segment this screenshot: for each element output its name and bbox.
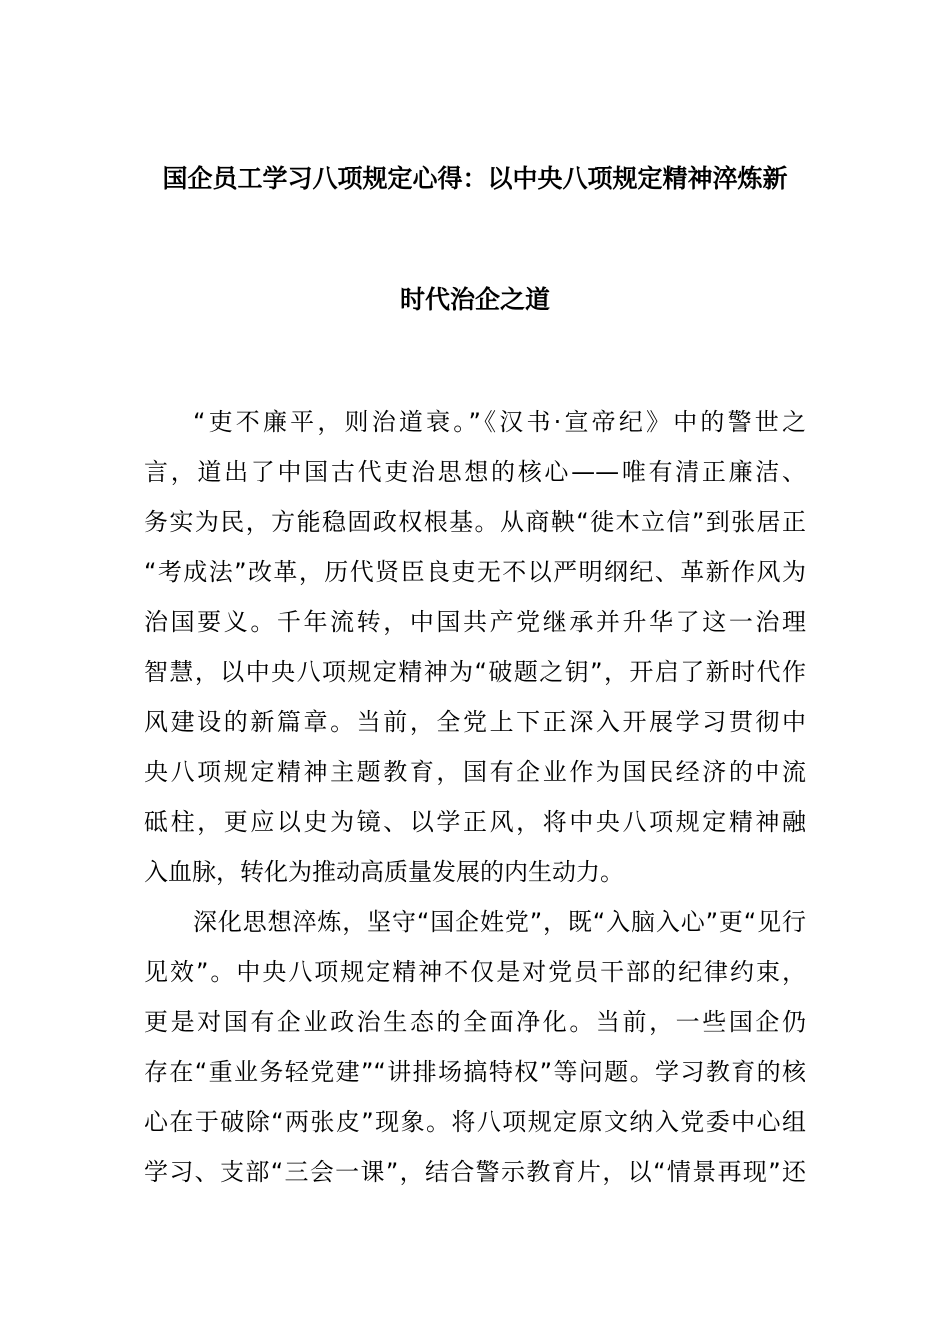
paragraph-line: 入血脉，转化为推动高质量发展的内生动力。 bbox=[144, 858, 624, 886]
paragraph-line: 学习、支部“三会一课”，结合警示教育片，以“情景再现”还 bbox=[144, 1158, 806, 1186]
paragraph-line: 见效”。中央八项规定精神不仅是对党员干部的纪律约束， bbox=[144, 958, 806, 986]
paragraph-line: “吏不廉平，则治道衰。”《汉书·宣帝纪》中的警世之 bbox=[193, 408, 806, 436]
paragraph-line: 更是对国有企业政治生态的全面净化。当前，一些国企仍 bbox=[144, 1008, 806, 1036]
document-title-line-1: 国企员工学习八项规定心得：以中央八项规定精神淬炼新 bbox=[162, 164, 788, 193]
paragraph-line: 务实为民，方能稳固政权根基。从商鞅“徙木立信”到张居正 bbox=[144, 508, 806, 536]
paragraph-line: 治国要义。千年流转，中国共产党继承并升华了这一治理 bbox=[144, 608, 806, 636]
paragraph-line: “考成法”改革，历代贤臣良吏无不以严明纲纪、革新作风为 bbox=[144, 558, 806, 586]
paragraph-line: 言，道出了中国古代吏治思想的核心——唯有清正廉洁、 bbox=[144, 458, 806, 486]
paragraph-line: 央八项规定精神主题教育，国有企业作为国民经济的中流 bbox=[144, 758, 806, 786]
paragraph-line: 深化思想淬炼，坚守“国企姓党”，既“入脑入心”更“见行 bbox=[193, 908, 806, 936]
paragraph-line: 存在“重业务轻党建”“讲排场搞特权”等问题。学习教育的核 bbox=[144, 1058, 806, 1086]
paragraph-line: 心在于破除“两张皮”现象。将八项规定原文纳入党委中心组 bbox=[144, 1108, 806, 1136]
paragraph-line: 风建设的新篇章。当前，全党上下正深入开展学习贯彻中 bbox=[144, 708, 806, 736]
document-title-line-2: 时代治企之道 bbox=[399, 285, 550, 314]
paragraph-line: 智慧，以中央八项规定精神为“破题之钥”，开启了新时代作 bbox=[144, 658, 806, 686]
paragraph-line: 砥柱，更应以史为镜、以学正风，将中央八项规定精神融 bbox=[144, 808, 806, 836]
